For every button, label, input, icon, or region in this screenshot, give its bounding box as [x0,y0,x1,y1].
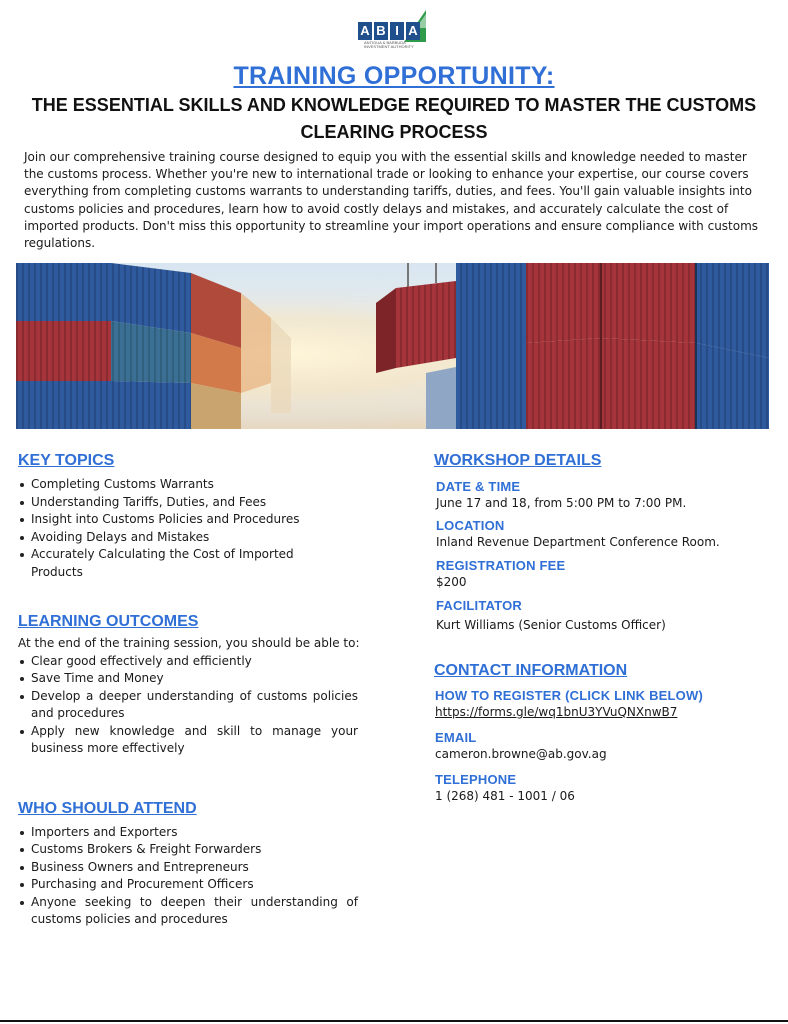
left-column [18,450,378,929]
list-item: Business Owners and Entrepreneurs [18,859,358,877]
who-should-attend-heading: WHO SHOULD ATTEND [18,799,197,817]
learning-outcomes-lead: At the end of the training session, you should be able to: [18,636,360,650]
list-item: Clear good effectively and efficiently [18,653,358,671]
list-item: Develop a deeper understanding of customs policies and procedures [18,688,358,723]
telephone-value: 1 (268) 481 - 1001 / 06 [435,789,575,803]
registration-fee-label: REGISTRATION FEE [436,558,566,573]
list-item: Anyone seeking to deepen their understanding of customs policies and procedures [18,894,358,929]
contact-information-heading: CONTACT INFORMATION [434,662,628,679]
registration-fee-value: $200 [436,575,467,589]
page-subheadline: THE ESSENTIAL SKILLS AND KNOWLEDGE REQUIRED TO MASTER THE CUSTOMS CLEARING PROCESS [31,95,757,142]
list-item: Understanding Tariffs, Duties, and Fees [18,494,378,512]
who-should-attend-list [18,824,358,929]
logo-letter: A [358,22,372,40]
list-item: Save Time and Money [18,670,358,688]
list-item: Accurately Calculating the Cost of Imported Products [18,546,331,581]
intro-paragraph: Join our comprehensive training course designed to equip you with the essential skills and knowledge needed to master the customs process. Whether you're new to international trade or looking to enhance your expertise, our course covers everything from completing customs warrants to understanding tariffs, duties, and fees. You'll gain valuable insights into customs policies and procedures, learn how to avoid costly delays and mistakes, and accurately calculate the cost of imported products. Don't miss this opportunity to streamline your import operations and ensure compliance with customs regulations. [24,150,759,251]
how-to-register-label: HOW TO REGISTER (CLICK LINK BELOW) [435,688,703,703]
logo-letter: I [390,22,404,40]
shipping-containers-photo [16,263,769,429]
logo-letter: B [374,22,388,40]
list-item: Avoiding Delays and Mistakes [18,529,378,547]
workshop-details-heading: WORKSHOP DETAILS [434,452,602,469]
location-value: Inland Revenue Department Conference Room. [436,535,720,549]
facilitator-label: FACILITATOR [436,598,522,613]
date-time-value: June 17 and 18, from 5:00 PM to 7:00 PM. [436,496,687,510]
date-time-label: DATE & TIME [436,479,521,494]
learning-outcomes-heading: LEARNING OUTCOMES [18,613,199,630]
bottom-divider [0,1020,788,1022]
containers-illustration [16,263,769,429]
key-topics-heading: KEY TOPICS [18,452,115,469]
list-item: Insight into Customs Policies and Procedures [18,511,378,529]
facilitator-value: Kurt Williams (Senior Customs Officer) [436,618,666,632]
registration-link[interactable]: https://forms.gle/wq1bnU3YVuQNXnwB7 [435,705,678,719]
logo-letter: A [406,22,420,40]
list-item: Importers and Exporters [18,824,358,842]
key-topics-list [18,476,378,581]
list-item: Apply new knowledge and skill to manage your business more effectively [18,723,358,758]
location-label: LOCATION [436,518,505,533]
list-item: Purchasing and Procurement Officers [18,876,358,894]
logo-subtitle: ANTIGUA & BARBUDA INVESTMENT AUTHORITY [364,40,414,49]
abia-logo [358,8,428,48]
list-item: Customs Brokers & Freight Forwarders [18,841,358,859]
email-label: EMAIL [435,730,477,745]
list-item: Completing Customs Warrants [18,476,378,494]
right-column [434,450,779,805]
page-headline: TRAINING OPPORTUNITY: [233,62,555,90]
telephone-label: TELEPHONE [435,772,517,787]
learning-outcomes-list [18,653,358,758]
email-value[interactable]: cameron.browne@ab.gov.ag [435,747,607,761]
